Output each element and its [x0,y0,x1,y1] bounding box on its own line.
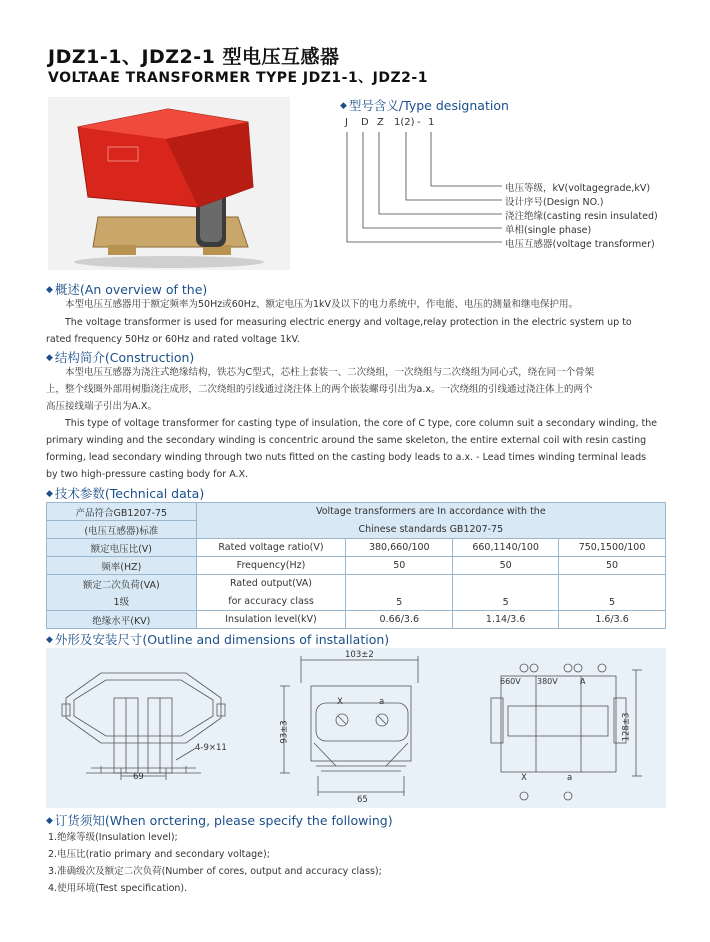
dim-hole: 4-9×11 [195,743,227,753]
order-item-4: 4.使用环境(Test specification). [48,883,188,894]
construction-en-4: by two high-pressure casting body for A.X. [46,469,249,480]
code-dash: - [417,117,421,128]
outline-svg [46,648,666,808]
ratio-value-2: 660,1140/100 [453,539,559,557]
code-j: J [345,117,348,128]
freq-value-2: 50 [453,557,559,575]
table-row [47,503,666,521]
construction-cn-1: 本型电压互感器为浇注式绝缘结构，铁芯为C型式，芯柱上套装一、二次绕组，一次绕组与二次绕组为同心式，绕在同一个骨架 [65,367,595,378]
ins-value-3: 1.6/3.6 [559,611,666,629]
label-660v: 660V [500,677,521,686]
table-row [47,611,666,629]
code-z: Z [377,117,384,128]
label-380v: 380V [537,677,558,686]
construction-cn-3: 高压接线端子引出为A.X。 [46,401,157,412]
td-label-casting: 浇注绝缘(casting resin insulated) [505,211,658,222]
burden-value-3: 5 [559,575,666,611]
label-A: A [580,677,586,686]
order-item-1: 1.绝缘等级(Insulation level); [48,832,178,843]
std-label-2: (电压互感器)标准 [47,521,197,539]
dim-93: 93±3 [279,720,290,744]
freq-cn: 频率(HZ) [47,557,197,575]
overview-cn: 本型电压互感器用于额定频率为50Hz或60Hz、额定电压为1kV及以下的电力系统中，作电能、电压的测量和继电保护用。 [65,299,578,310]
table-row [47,521,666,539]
dim-65: 65 [357,795,368,805]
type-designation-heading: ◆ 型号含义/Type designation [340,98,509,113]
product-photo [48,97,290,270]
ratio-en: Rated voltage ratio(V) [196,539,346,557]
outline-drawings [46,648,666,808]
label-a-top: a [567,773,573,783]
label-a-front: a [379,697,385,707]
overview-en-1: The voltage transformer is used for measuring electric energy and voltage,relay protection in the electric system up to [65,317,632,328]
td-label-voltage: 电压等级，kV(voltagegrade,kV) [505,183,651,194]
dim-69: 69 [133,772,144,782]
table-row [47,575,666,593]
construction-heading: ◆ 结构简介(Construction) [46,350,195,365]
page-title: JDZ1-1、JDZ2-1 型电压互感器 [48,46,340,68]
dim-128: 128±3 [621,712,632,742]
td-label-transformer: 电压互感器(voltage transformer) [505,239,655,250]
std-en-2: Chinese standards GB1207-75 [196,521,665,539]
code-series: 1(2) [394,117,415,128]
freq-value-3: 50 [559,557,666,575]
order-item-2: 2.电压比(ratio primary and secondary voltage); [48,849,270,860]
type-designation-leaders [342,130,507,250]
burden-en-2: for accuracy class [196,593,346,611]
ordering-heading: ◆ 订货须知(When orctering, please specify the following) [46,813,393,828]
page-subtitle: VOLTAAE TRANSFORMER TYPE JDZ1-1、JDZ2-1 [48,70,428,86]
freq-value-1: 50 [346,557,453,575]
freq-en: Frequency(Hz) [196,557,346,575]
ratio-value-3: 750,1500/100 [559,539,666,557]
td-label-design: 设计序号(Design NO.) [505,197,604,208]
burden-value-1: 5 [346,575,453,611]
ratio-cn: 额定电压比(V) [47,539,197,557]
construction-en-2: primary winding and the secondary winding is concentric around the same skeleton, the entire external coil with resin casting [46,435,647,446]
technical-heading: ◆ 技术参数(Technical data) [46,486,205,501]
ratio-value-1: 380,660/100 [346,539,453,557]
overview-heading: ◆ 概述(An overview of the) [46,282,208,297]
construction-en-1: This type of voltage transformer for casting type of insulation, the core of C type, core column suit a secondary winding, the [65,418,658,429]
code-d: D [361,117,369,128]
order-item-3: 3.准确级次及额定二次负荷(Number of cores, output and accuracy class); [48,866,382,877]
table-row [47,539,666,557]
std-label-1: 产品符合GB1207-75 [47,503,197,521]
table-row [47,557,666,575]
burden-cn-2: 1级 [47,593,197,611]
overview-en-2: rated frequency 50Hz or 60Hz and rated voltage 1kV. [46,334,300,345]
burden-en-1: Rated output(VA) [196,575,346,593]
ins-value-2: 1.14/3.6 [453,611,559,629]
outline-heading: ◆ 外形及安装尺寸(Outline and dimensions of installation) [46,632,390,647]
dim-103: 103±2 [345,650,374,660]
ins-cn: 绝缘水平(KV) [47,611,197,629]
burden-cn-1: 额定二次负荷(VA) [47,575,197,593]
td-label-phase: 单相(single phase) [505,225,592,236]
label-x-front: X [337,697,343,707]
ins-value-1: 0.66/3.6 [346,611,453,629]
construction-cn-2: 上，整个线圈外部用树脂浇注成形，二次绕组的引线通过浇注体上的两个嵌装螺母引出为a.x。一次绕组的引线通过浇注体上的两个 [46,384,593,395]
std-en-1: Voltage transformers are In accordance with the [196,503,665,521]
burden-value-2: 5 [453,575,559,611]
code-voltage: 1 [428,117,435,128]
ins-en: Insulation level(kV) [196,611,346,629]
construction-en-3: forming, lead secondary winding through two nuts fitted on the casting body leads to a.x. - Lead times winding terminal leads [46,452,647,463]
label-x-top: X [521,773,527,783]
technical-table [46,502,666,629]
